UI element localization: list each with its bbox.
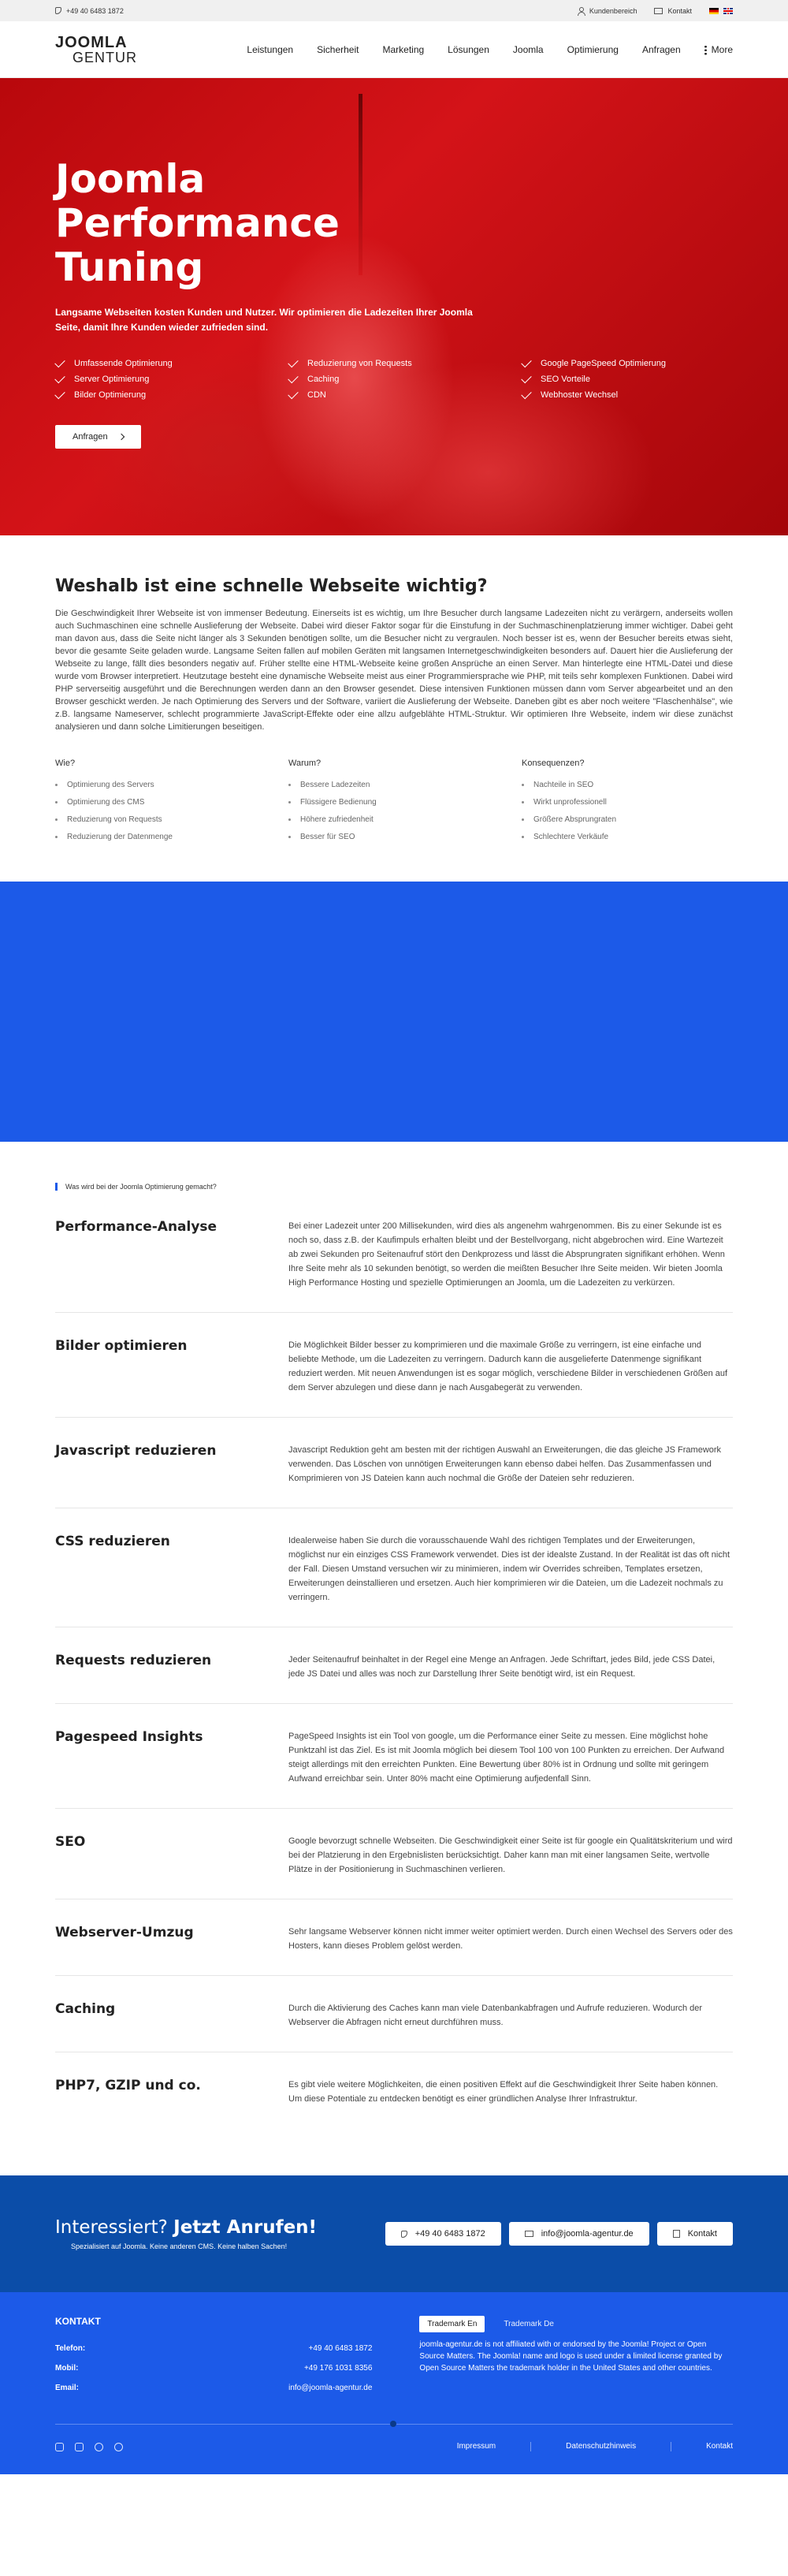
phone-icon: [401, 2231, 407, 2238]
why-column-consequences: [522, 759, 733, 850]
nav-item-sicherheit[interactable]: Sicherheit: [317, 44, 359, 55]
hero-title: Joomla Performance Tuning: [55, 156, 340, 290]
twitter-icon[interactable]: [55, 2443, 64, 2451]
hero-feature: [522, 375, 733, 384]
hero-section: [0, 78, 788, 535]
check-icon: [54, 372, 65, 382]
hero-feature: [55, 359, 288, 368]
why-column-how: [55, 759, 288, 850]
cta-email-label: info@joomla-agentur.de: [541, 2229, 634, 2239]
hero-feature: [522, 359, 733, 368]
blue-banner-block: [0, 882, 788, 1142]
trademark-text: joomla-agentur.de is not affiliated with or endorsed by the Joomla! Project or Open Source Matters. The Joomla! name and logo is used under a limited license granted by Open Source Matters the trademark holder in the United States and other countries.: [419, 2340, 723, 2373]
item-title: Pagespeed Insights: [55, 1729, 203, 1745]
chevron-right-icon: [117, 434, 124, 440]
cta-title: [55, 2217, 317, 2238]
why-column-why: [288, 759, 522, 850]
item-text: Javascript Reduktion geht am besten mit der richtigen Auswahl an Erweiterungen, die das gleiche JS Framework verwenden. Das Löschen von unnötigen Erweiterungen kann ebenso dabei helfen. Das Zusammenfassen und Komprimieren von JS Dateien kann auch nochmal die Größe der Dateien sehr reduzieren.: [288, 1445, 722, 1483]
list-item: Wirkt unprofessionell: [522, 798, 733, 807]
footer-divider: [55, 2424, 733, 2425]
github-icon[interactable]: [114, 2443, 123, 2451]
nav-more-label: More: [711, 44, 733, 55]
mail-icon: [525, 2231, 533, 2237]
footer-link-kontakt[interactable]: Kontakt: [706, 2442, 733, 2451]
site-footer: [0, 2292, 788, 2474]
optimization-item: [55, 2001, 733, 2052]
google-icon[interactable]: [95, 2443, 103, 2451]
site-logo[interactable]: [55, 35, 137, 65]
nav-item-optimierung[interactable]: Optimierung: [567, 44, 619, 55]
check-icon: [521, 388, 531, 398]
list-item: Optimierung des CMS: [55, 798, 288, 807]
form-icon: [673, 2230, 680, 2238]
feature-label: Webhoster Wechsel: [541, 390, 619, 400]
item-text: Jeder Seitenaufruf beinhaltet in der Regel eine Menge an Anfragen. Jede Schriftart, jedes Bild, jede CSS Datei, jede JS Datei und alles was noch zur Darstellung Ihrer Seite benötigt wird, ist ein Request.: [288, 1655, 716, 1679]
item-title: Performance-Analyse: [55, 1219, 217, 1235]
call-to-action-section: [0, 2175, 788, 2292]
why-section: [0, 535, 788, 882]
item-title: CSS reduzieren: [55, 1534, 170, 1549]
optimization-item: [55, 1219, 733, 1313]
item-text: Idealerweise haben Sie durch die vorausschauende Wahl des richtigen Templates und der Erweiterungen, möglichst nur ein einziges CSS Framework verwendet. Dies ist der idealste Zustand. In der Realität ist das oft nicht der Fall. Diesen Umstand versuchen wir zu minimieren, indem wir Overrides schreiben, Templates ersetzen, Erweiterungen deinstallieren und ersetzen. Auch hier komprimieren wir die Dateien, um die Ladezeit nochmals zu verringern.: [288, 1536, 730, 1602]
list-item: Höhere zufriedenheit: [288, 815, 522, 824]
item-text: Google bevorzugt schnelle Webseiten. Die Geschwindigkeit einer Seite ist für google ein Qualitätskriterium und wird bei der Platzierung in den Ergebnislisten berücksichtigt. Daher kann man mit einer langsamen Seite, wertvolle Plätze in der Positionierung in Suchmaschinen verlieren.: [288, 1836, 733, 1874]
item-title: Requests reduzieren: [55, 1653, 212, 1668]
logo-line-1: JOOMLA: [55, 34, 128, 51]
phone-icon: [55, 7, 61, 14]
check-icon: [54, 356, 65, 367]
footer-link-impressum[interactable]: Impressum: [456, 2442, 496, 2451]
english-flag-icon[interactable]: [723, 8, 733, 14]
nav-item-loesungen[interactable]: Lösungen: [448, 44, 489, 55]
item-title: Caching: [55, 2001, 116, 2017]
nav-item-marketing[interactable]: Marketing: [382, 44, 425, 55]
list-item: Schlechtere Verkäufe: [522, 833, 733, 841]
list-item: Reduzierung der Datenmenge: [55, 833, 288, 841]
feature-label: CDN: [307, 390, 326, 400]
footer-link-datenschutz[interactable]: Datenschutzhinweis: [566, 2442, 637, 2451]
feature-label: Umfassende Optimierung: [74, 359, 173, 368]
item-text: Die Möglichkeit Bilder besser zu komprimieren und die maximale Größe zu verringern, ist eine einfache und beliebte Methode, um die Ladezeiten zu verringern. Dadurch kann die ausgelieferte Datenmenge signifikant reduziert werden. Mit neuen Anwendungen ist es sogar möglich, verschiedene Bilder in verschiedenen Größen auf dem Server abzulegen und diese dann je nach Ausgabegerät zu verwenden.: [288, 1340, 728, 1392]
optimization-section: [0, 1142, 788, 2175]
list-item: Bessere Ladezeiten: [288, 781, 522, 789]
optimization-item: [55, 1834, 733, 1899]
phone-label: Telefon:: [55, 2344, 86, 2353]
topbar-contact-link[interactable]: [654, 7, 692, 15]
topbar-phone-link[interactable]: [55, 7, 124, 15]
feature-label: Bilder Optimierung: [74, 390, 147, 400]
list-item: Optimierung des Servers: [55, 781, 288, 789]
hero-feature: [55, 375, 288, 384]
check-icon: [288, 372, 298, 382]
nav-item-leistungen[interactable]: Leistungen: [247, 44, 294, 55]
hero-feature: [288, 390, 522, 400]
feature-label: SEO Vorteile: [541, 375, 590, 384]
optimization-item: [55, 1925, 733, 1976]
footer-title: KONTAKT: [55, 2316, 101, 2327]
facebook-icon[interactable]: [75, 2443, 84, 2451]
item-text: Durch die Aktivierung des Caches kann man viele Datenbankabfragen und Aufrufe reduzieren. Wodurch der Webserver die Abfragen nicht erneut durchführen muss.: [288, 2004, 703, 2027]
cta-contact-label: Kontakt: [687, 2229, 717, 2239]
why-title: Weshalb ist eine schnelle Webseite wichtig?: [55, 576, 488, 596]
topbar-contact-label: Kontakt: [667, 6, 692, 15]
item-title: Bilder optimieren: [55, 1338, 188, 1354]
main-header: [0, 21, 788, 78]
hero-feature: [288, 359, 522, 368]
feature-label: Google PageSpeed Optimierung: [541, 359, 666, 368]
why-text: Die Geschwindigkeit Ihrer Webseite ist von immenser Bedeutung. Einerseits ist es wichtig, um Ihre Besucher durch langsame Ladezeiten nicht zu verärgern, anderseits wollen auch Suchmaschinen eine schnelle Auslieferung der Webseite. Dabei wird dieser Faktor sogar für die Einstufung in der Suchmaschinenplatzierung immer wichtiger. Dabei geht man davon aus, dass die Seite nicht länger als 3 Sekunden benötigen sollte, um die Besucher nicht zu vergraulen. Noch besser ist es, wenn der Besucher bereits etwas sieht, bevor die gesamte Seite geladen wurde. Langsame Seiten fallen auf mobilen Geräten mit langsamen Internetgeschwindigkeiten besonders auf. Dauert hier die Auslieferung der Webseite zu lange, fällt dies besonders negativ auf. Früher stellte eine HTML-Webseite keine großen Ansprüche an einen Server. Man hinterlegte eine HTML-Datei und diese wurde vom Browser interpretiert. Heutzutage besteht eine dynamische Webseite meist aus einer Programmiersprache wie PHP, mit teils sehr komplexen Funktionen. Dabei wird PHP serverseitig ausgeführt und die Berechnungen werden dann an den Browser gesendet. Diese intensiven Funktionen müssen dann vom Server abgearbeitet und an den Browser geschickt werden. Je nach Optimierung des Servers und der Software, variiert die Auslieferung der Webseite. Daneben gibt es aber noch weitere "Flaschenhälse", wie z.B. langsame Nameserver, schlecht programmierte JavaScript-Effekte oder eine allzu aufgeblähte HTML-Struktur. Wir optimieren Ihre Webseite, indem wir diese zunächst analysieren und dann solche Limitierungen beseitigen.: [55, 609, 733, 732]
nav-item-anfragen[interactable]: Anfragen: [641, 44, 681, 55]
column-title: Konsequenzen?: [522, 759, 585, 768]
top-bar: [0, 0, 788, 21]
footer-mobile[interactable]: +49 176 1031 8356: [303, 2364, 373, 2373]
hero-request-label: Anfragen: [72, 432, 108, 442]
logo-line-2: GENTUR: [72, 50, 137, 65]
tab-trademark-de[interactable]: Trademark De: [504, 2320, 554, 2328]
optimization-item: [55, 2078, 733, 2128]
check-icon: [288, 388, 298, 398]
item-title: SEO: [55, 1834, 86, 1850]
cta-subtitle: Spezialisiert auf Joomla. Keine anderen CMS. Keine halben Sachen!: [71, 2242, 288, 2250]
user-icon: [577, 7, 585, 15]
column-title: Wie?: [55, 759, 76, 768]
mail-icon: [654, 8, 663, 14]
hero-request-button[interactable]: [55, 425, 141, 449]
feature-label: Reduzierung von Requests: [307, 359, 412, 368]
nav-item-joomla[interactable]: Joomla: [512, 44, 544, 55]
cta-email-button[interactable]: [509, 2222, 649, 2246]
item-text: PageSpeed Insights ist ein Tool von google, um die Performance einer Seite zu messen. Eine möglichst hohe Punktzahl ist das Ziel. Es ist mit Joomla möglich bei diesem Tool 100 von 100 Punkten zu erreichen. Der Aufwand steigt allerdings mit den erreichten Punkten. Eine Bewertung über 80% ist in Ordnung und sollte mit geringem Aufwand erreichbar sein. Unter 80% macht eine Optimierung aufjedenfall Sinn.: [288, 1732, 725, 1784]
optimization-item: [55, 1729, 733, 1809]
list-item: Besser für SEO: [288, 833, 522, 841]
feature-label: Caching: [307, 375, 340, 384]
item-text: Sehr langsame Webserver können nicht immer weiter optimiert werden. Durch einen Wechsel des Servers oder des Hosters, kann dieses Problem gelöst werden.: [288, 1927, 733, 1951]
list-item: Reduzierung von Requests: [55, 815, 288, 824]
column-title: Warum?: [288, 759, 322, 768]
trademark-tabs: [419, 2316, 733, 2403]
optimization-item: [55, 1653, 733, 1704]
german-flag-icon[interactable]: [709, 8, 719, 14]
item-text: Bei einer Ladezeit unter 200 Millisekunden, wird dies als angenehm wahrgenommen. Bis zu einer Sekunde ist es noch so, dass z.B. der Kaufimpuls erhalten bleibt und der Bestellvorgang, nicht abgebrochen wird. Eine Wartezeit ab zwei Sekunden pro Seitenaufruf stört den Denkprozess und lässt die Absprungraten signifikant erhöhen. Wenn Ihre Seite mehr als 10 sekunden benötigt, so werden die meißten Besucher Ihre Seite meiden. Wir bieten Joomla High Performance Hosting und spezielle Optimierungen an Joomla, um die Ladezeiten zu verkürzen.: [288, 1221, 725, 1288]
section-label: Was wird bei der Joomla Optimierung gemacht?: [55, 1183, 733, 1191]
item-title: Webserver-Umzug: [55, 1925, 194, 1940]
hero-feature-list: [55, 359, 733, 400]
hero-feature: [522, 390, 733, 400]
list-item: Größere Absprungraten: [522, 815, 733, 824]
check-icon: [54, 388, 65, 398]
cta-phone-button[interactable]: [385, 2222, 501, 2246]
item-title: PHP7, GZIP und co.: [55, 2078, 201, 2093]
check-icon: [521, 372, 531, 382]
main-nav: [247, 44, 733, 55]
mobile-label: Mobil:: [55, 2364, 79, 2373]
customer-area-link[interactable]: [577, 7, 637, 15]
cta-phone-label: +49 40 6483 1872: [414, 2229, 485, 2239]
check-icon: [521, 356, 531, 367]
hero-lead: Langsame Webseiten kosten Kunden und Nutzer. Wir optimieren die Ladezeiten Ihrer Joomla Seite, damit Ihre Kunden wieder zufrieden sind.: [55, 307, 473, 333]
footer-contact: [55, 2316, 372, 2403]
optimization-item: [55, 1534, 733, 1627]
topbar-phone: +49 40 6483 1872: [66, 6, 124, 15]
hero-feature: [288, 375, 522, 384]
footer-phone[interactable]: +49 40 6483 1872: [308, 2344, 373, 2353]
nav-more-button[interactable]: [704, 44, 733, 55]
hero-feature: [55, 390, 288, 400]
more-dots-icon: [704, 45, 707, 55]
check-icon: [288, 356, 298, 367]
cta-title-bold: Jetzt Anrufen!: [173, 2217, 318, 2238]
footer-email[interactable]: info@joomla-agentur.de: [288, 2384, 373, 2392]
list-item: Flüssigere Bedienung: [288, 798, 522, 807]
feature-label: Server Optimierung: [74, 375, 150, 384]
list-item: Nachteile in SEO: [522, 781, 733, 789]
customer-area-label: Kundenbereich: [589, 6, 637, 15]
optimization-item: [55, 1338, 733, 1418]
cta-title-light: Interessiert?: [55, 2217, 168, 2238]
tab-trademark-en[interactable]: Trademark En: [419, 2316, 485, 2332]
item-text: Es gibt viele weitere Möglichkeiten, die einen positiven Effekt auf die Geschwindigkeit Ihrer Seite haben können. Um diese Potentiale zu entdecken benötigt es einer gründlichen Analyse Ihrer Infrastruktur.: [288, 2080, 719, 2104]
optimization-item: [55, 1443, 733, 1508]
email-label: Email:: [55, 2384, 80, 2392]
link-separator: [530, 2442, 531, 2451]
cta-contact-button[interactable]: [657, 2222, 733, 2246]
item-title: Javascript reduzieren: [55, 1443, 217, 1459]
